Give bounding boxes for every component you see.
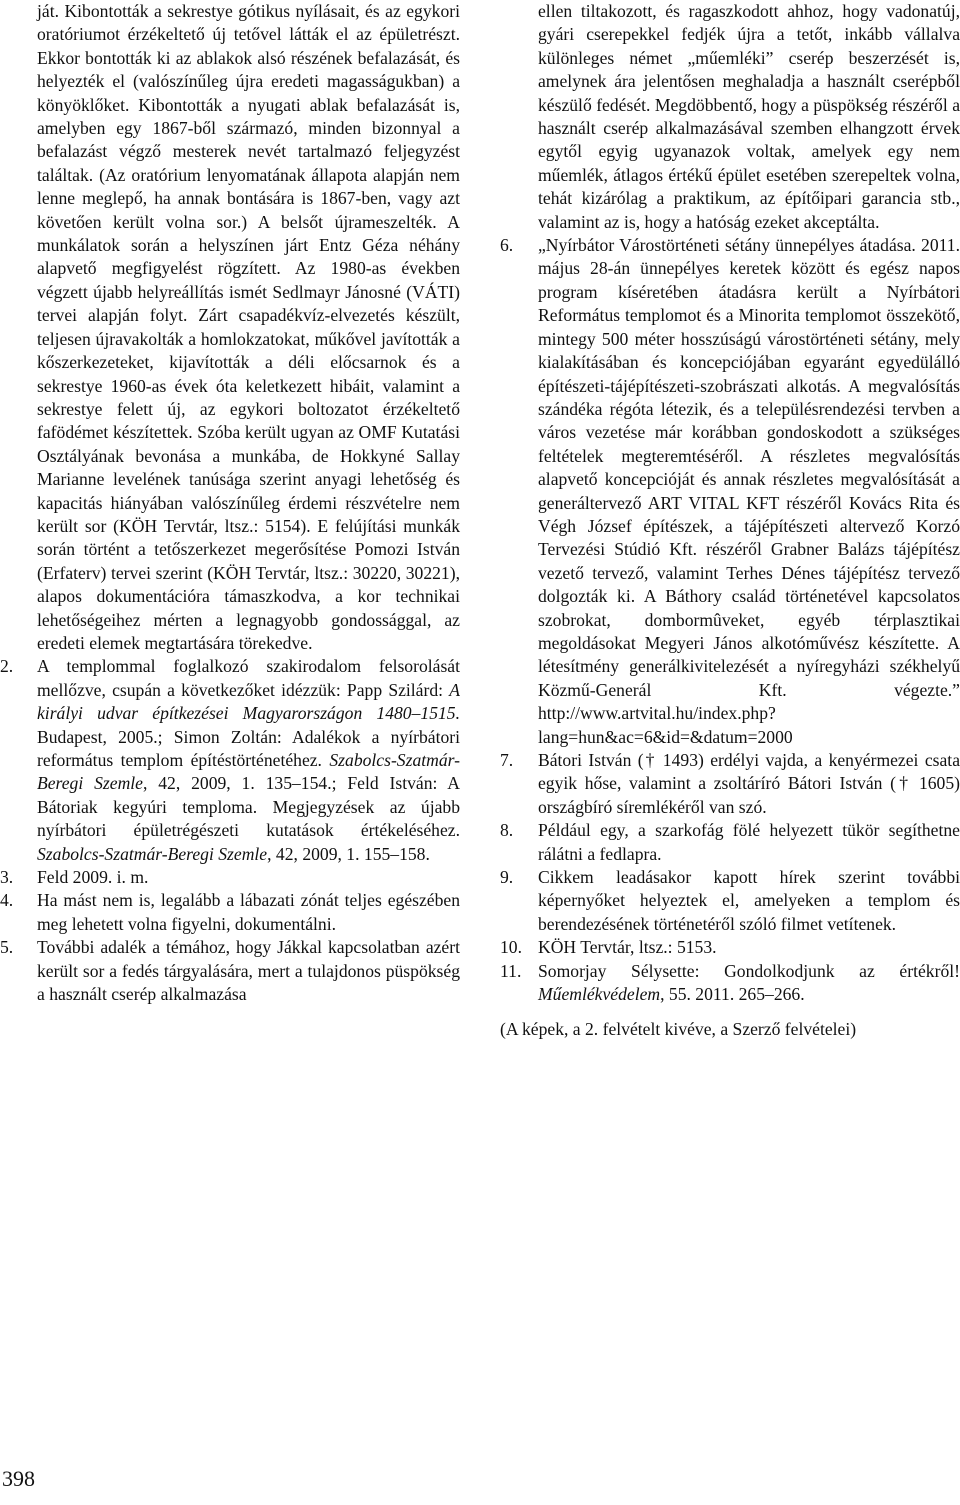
right-column bbox=[500, 0, 960, 1042]
note-6 bbox=[500, 234, 960, 749]
note-number: 4. bbox=[0, 890, 14, 911]
note-text-part: Budapest, 2005.; Simon Zoltán: Adalékok a nyírbátori református templom építéstörténetéhez. bbox=[37, 726, 460, 770]
note-text: Például egy, a szarkofág fölé helyezett tükör segíthetne rálátni a fedlapra. bbox=[538, 820, 960, 864]
note-3 bbox=[0, 866, 460, 889]
note-text: Bátori István († 1493) erdélyi vajda, a kenyérmezei csata egyik hőse, valamint a zsoltáríró Bátori István († 1605) országbíró síremlékéről van szó. bbox=[538, 750, 960, 817]
note-7 bbox=[500, 749, 960, 819]
note-text-part: , 42, 2009, 1. 135–154.; Feld István: A Bátoriak kegyúri temploma. Megjegyzések az újabb nyírbátori épületrégészeti kutatások értékeléséhez. bbox=[37, 773, 460, 841]
note-text-part: Somorjay Sélysette: Gondolkodjunk az értékről! bbox=[538, 960, 960, 981]
journal-title: Műemlékvédelem bbox=[538, 984, 661, 1005]
book-title: A királyi udvar építkezései Magyarországon 1480–1515. bbox=[37, 679, 460, 724]
note-text: Ha mást nem is, legalább a lábazati zónát teljes egészében meg lehetett volna figyelni, dokumentálni. bbox=[37, 890, 460, 934]
note-text bbox=[538, 960, 960, 1007]
left-column bbox=[0, 0, 460, 1006]
note-9 bbox=[500, 866, 960, 936]
note-text: KÖH Tervtár, ltsz.: 5153. bbox=[538, 937, 717, 958]
note-8 bbox=[500, 819, 960, 866]
note-text-part: , 42, 2009, 1. 155–158. bbox=[267, 843, 430, 864]
photo-credit: (A képek, a 2. felvételt kivéve, a Szerző felvételei) bbox=[500, 1019, 857, 1040]
note-5 bbox=[0, 936, 460, 1006]
note-text-part: A templommal foglalkozó szakirodalom felsorolását mellőzve, csupán a következőket idézzük: Papp Szilárd: bbox=[37, 656, 460, 700]
note-number: 5. bbox=[0, 937, 14, 958]
journal-title: Szabolcs-Szatmár-Beregi Szemle bbox=[37, 843, 268, 864]
note-number: 10. bbox=[500, 937, 522, 958]
note-5-continuation: ellen tiltakozott, és ragaszkodott ahhoz, hogy vadonatúj, gyári cserepekkel fedjék újra a tetőt, inkább vállalva különleges német „műemléki” cserép beszerzését is, amelynek ára jelentősen meghaladja a használt cserépből készülő fedését. Megdöbbentő, hogy a püspökség részéről a használt cserép alkalmazásával szemben elhangzott érvek egytől egyig ugyanazok voltak, amelyek egy nem műemlék, átlagos értékű épület esetében szerepeltek volna, tehát kizárólag a praktikum, az építőipari garancia stb., valamint az is, hogy a hatóság ezeket akceptálta. bbox=[538, 1, 960, 232]
note-text: Feld 2009. i. m. bbox=[37, 867, 149, 888]
note-text: További adalék a témához, hogy Jákkal kapcsolatban azért került sor a fedés tárgyalására, mert a tulajdonos püspökség a használt cserép alkalmazása bbox=[37, 937, 460, 1005]
note-10 bbox=[500, 936, 960, 959]
note-number: 3. bbox=[0, 867, 14, 888]
note-number: 8. bbox=[500, 820, 514, 841]
note-2 bbox=[0, 655, 460, 866]
note-number: 6. bbox=[500, 235, 514, 256]
note-4 bbox=[0, 889, 460, 936]
journal-title: Szabolcs-Szatmár-Beregi Szemle bbox=[37, 750, 460, 794]
note-text-part: , 55. 2011. 265–266. bbox=[660, 984, 805, 1005]
note-text: „Nyírbátor Várostörténeti sétány ünnepélyes átadása. 2011. május 28-án ünnepélyes keretek között és egész napos program kíséretében átadásra került a Nyírbátori Református templomot és a Minorita templomot összekötő, mintegy 500 méter hosszúságú várostörténeti sétány, mely kialakításában és koncepciójában egyaránt egyedülálló építészeti-tájépítészeti-szobrászati alkotás. A megvalósítás szándéka régóta létezik, és a településrendezési tervben a város vezetése már korábban gondoskodott a szükséges feltételek megteremtéséről. A részletes megvalósítás alapvető koncepcióját és annak részletes megvalósítását a generáltervező ART VITAL KFT részéről Kovács Rita és Végh József építészek, a tájépítészeti altervező Korzó Tervezési Stúdió Kft. részéről Grabner Balázs tájépítész vezető tervező, valamint Terhes Dénes tájépítész tervező dolgozták ki. A Báthory család történetével kapcsolatos szobrokat, dombormûveket, egyéb térplasztikai megoldásokat Megyeri János alkotóművész készítette. A létesítmény generálkivitelezését a nyíregyházi székhelyű Közmű-Generál Kft. végezte.” http://www.artvital.hu/index.php?lang=hun&ac=6&id=&datum=2000 bbox=[538, 235, 960, 747]
note-text bbox=[37, 655, 460, 866]
note-number: 11. bbox=[500, 960, 522, 981]
note-number: 9. bbox=[500, 867, 514, 888]
note-1-continuation: ját. Kibontották a sekrestye gótikus nyílásait, és az egykori oratóriumot érzékeltető új tetővel látták el az épületrészt. Ekkor bontották ki az ablakok alsó részének befalazását, és helyezték el (valószínűleg újra eredeti magasságukban) a könyöklőket. Kibontották a nyugati ablak befalazását is, amelyben egy 1867-ből származó, minden bizonnyal a befalazást végző mesterek nevét tartalmazó feljegyzést találtak. (Az oratórium lenyomatának állapota alapján nem lenne meglepő, ha annak bontására is 1867-ben, vagy azt követően került volna sor.) A belsőt újrameszelték. A munkálatok során a helyszínen járt Entz Géza néhány alapvető megfigyelést rögzített. Az 1980-as években végzett újabb helyreállítás ismét Sedlmayr Jánosné (VÁTI) tervei alapján folyt. Zárt csapadékvíz-elvezetés készült, teljesen újravakolták a homlokzatokat, műkővel javították a kőszerkezeteket, kijavították a déli előcsarnok és a sekrestye 1960-as évek óta keletkezett hibáit, valamint a sekrestye felett új, az egykori boltozatot érzékeltető fafödémet készítettek. Szóba került ugyan az OMF Kutatási Osztályának bevonása a munkába, de Hokkyné Sallay Marianne levelének tanúsága szerint anyagi lehetőség és kapacitás hiányában valószínűleg érdemi részvételre nem került sor (KÖH Tervtár, ltsz.: 5154). E felújítási munkák során történt a tetőszerkezet megerősítése Pomozi István (Erfaterv) tervei szerint (KÖH Tervtár, ltsz.: 30220, 30221), alapos dokumentációra támaszkodva, a kor technikai lehetőségeihez mérten a legnagyobb gondossággal, az eredeti elemek megtartására törekedve. bbox=[37, 1, 460, 653]
page-number: 398 bbox=[2, 1466, 35, 1491]
note-11 bbox=[500, 960, 960, 1007]
note-text: Cikkem leadásakor kapott hírek szerint további képernyőket helyeztek el, amelyeken a templom és berendezésének történetéről szóló filmet vetítenek. bbox=[538, 867, 960, 934]
note-number: 7. bbox=[500, 750, 514, 770]
note-number: 2. bbox=[0, 656, 14, 677]
